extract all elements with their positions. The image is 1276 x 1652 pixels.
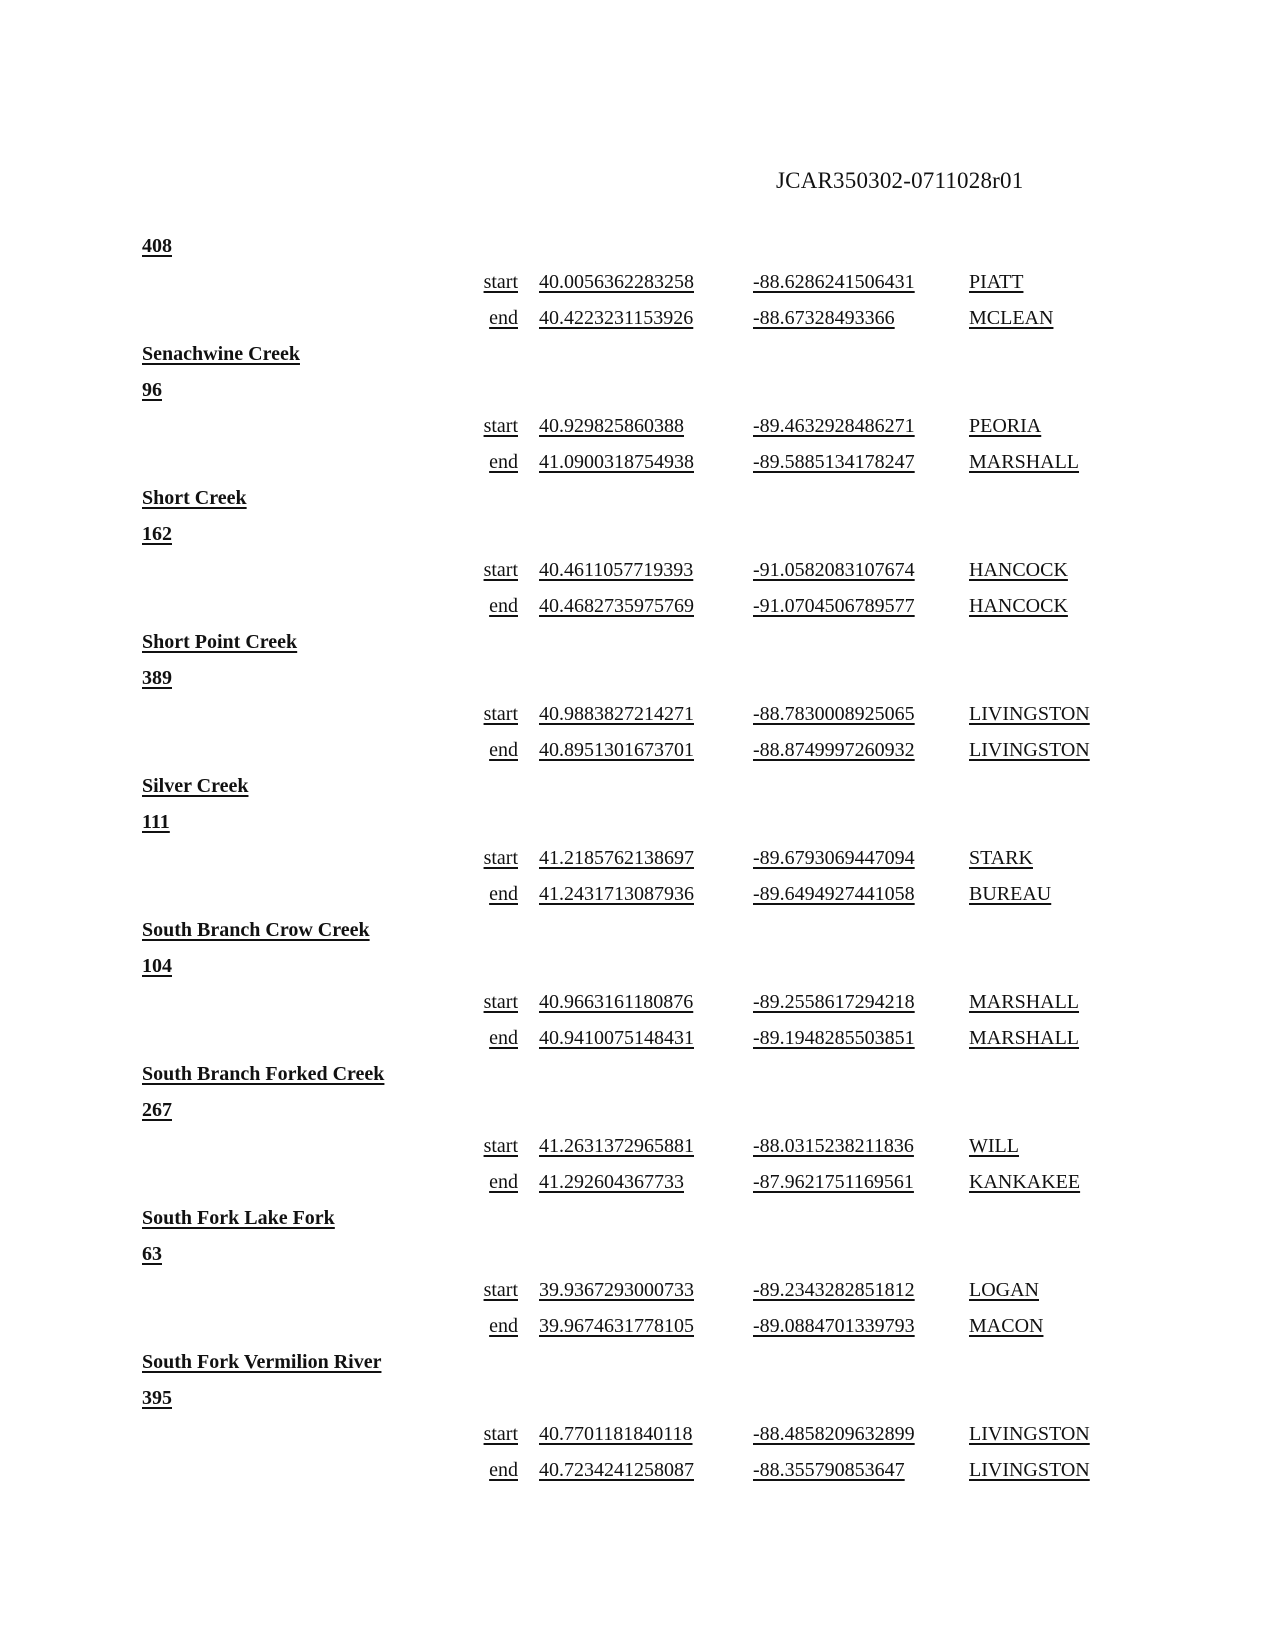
entry-number-line: [142, 948, 1142, 984]
latitude: 41.2631372965881: [539, 1135, 694, 1157]
coordinate-row-end: [142, 1020, 1142, 1056]
stream-name: Short Point Creek: [142, 631, 298, 653]
stream-name-line: [142, 480, 1142, 516]
row-kind: end: [489, 451, 518, 473]
row-kind: end: [489, 595, 518, 617]
entry-number-line: [142, 1092, 1142, 1128]
entry-number-line: [142, 516, 1142, 552]
coordinate-row-end: [142, 732, 1142, 768]
entry-number: 111: [142, 811, 170, 833]
longitude: -89.5885134178247: [753, 451, 915, 473]
entry-number: 104: [142, 955, 172, 977]
county: WILL: [969, 1135, 1019, 1157]
longitude: -89.6494927441058: [753, 883, 915, 905]
coordinate-row-end: [142, 876, 1142, 912]
entry-number-line: [142, 660, 1142, 696]
latitude: 40.8951301673701: [539, 739, 694, 761]
latitude: 41.0900318754938: [539, 451, 694, 473]
latitude: 41.292604367733: [539, 1171, 684, 1193]
coordinate-row-end: [142, 1164, 1142, 1200]
latitude: 40.929825860388: [539, 415, 684, 437]
row-kind: end: [489, 1171, 518, 1193]
latitude: 40.9663161180876: [539, 991, 694, 1013]
row-kind: start: [483, 847, 518, 869]
longitude: -89.2343282851812: [753, 1279, 915, 1301]
row-kind: start: [483, 415, 518, 437]
row-kind: end: [489, 1459, 518, 1481]
county: HANCOCK: [969, 559, 1068, 581]
latitude: 40.7701181840118: [539, 1423, 693, 1445]
entry-number-line: [142, 1380, 1142, 1416]
longitude: -88.4858209632899: [753, 1423, 915, 1445]
entry-number: 96: [142, 379, 162, 401]
coordinate-row-start: [142, 264, 1142, 300]
county: BUREAU: [969, 883, 1052, 905]
coordinate-row-start: [142, 1272, 1142, 1308]
stream-name-line: [142, 768, 1142, 804]
coordinate-row-end: [142, 588, 1142, 624]
latitude: 41.2185762138697: [539, 847, 694, 869]
coordinate-row-start: [142, 840, 1142, 876]
longitude: -88.355790853647: [753, 1459, 905, 1481]
document-id: JCAR350302-0711028r01: [776, 168, 1024, 193]
county: HANCOCK: [969, 595, 1068, 617]
entry-number-line: [142, 1236, 1142, 1272]
stream-name: Senachwine Creek: [142, 343, 300, 365]
county: PEORIA: [969, 415, 1042, 437]
longitude: -89.6793069447094: [753, 847, 915, 869]
county: MACON: [969, 1315, 1044, 1337]
latitude: 40.4223231153926: [539, 307, 694, 329]
county: KANKAKEE: [969, 1171, 1081, 1193]
stream-name: Silver Creek: [142, 775, 249, 797]
coordinate-row-end: [142, 444, 1142, 480]
coordinate-row-start: [142, 1416, 1142, 1452]
latitude: 40.4682735975769: [539, 595, 694, 617]
row-kind: start: [483, 1279, 518, 1301]
county: STARK: [969, 847, 1033, 869]
stream-name: South Branch Crow Creek: [142, 919, 370, 941]
row-kind: end: [489, 1027, 518, 1049]
row-kind: start: [483, 703, 518, 725]
longitude: -91.0582083107674: [753, 559, 915, 581]
stream-segment-list: [142, 228, 1142, 1488]
latitude: 41.2431713087936: [539, 883, 694, 905]
longitude: -89.4632928486271: [753, 415, 915, 437]
entry-number: 408: [142, 235, 172, 257]
longitude: -88.6286241506431: [753, 271, 915, 293]
longitude: -89.1948285503851: [753, 1027, 915, 1049]
entry-number: 395: [142, 1387, 172, 1409]
county: MARSHALL: [969, 991, 1080, 1013]
longitude: -88.8749997260932: [753, 739, 915, 761]
row-kind: start: [483, 271, 518, 293]
longitude: -88.7830008925065: [753, 703, 915, 725]
county: LIVINGSTON: [969, 1423, 1090, 1445]
entry-number: 267: [142, 1099, 172, 1121]
county: LIVINGSTON: [969, 739, 1090, 761]
county: LIVINGSTON: [969, 1459, 1090, 1481]
latitude: 39.9674631778105: [539, 1315, 694, 1337]
stream-name-line: [142, 912, 1142, 948]
entry-number-line: [142, 804, 1142, 840]
coordinate-row-start: [142, 408, 1142, 444]
stream-name-line: [142, 1344, 1142, 1380]
coordinate-row-end: [142, 300, 1142, 336]
coordinate-row-start: [142, 696, 1142, 732]
row-kind: start: [483, 991, 518, 1013]
county: MARSHALL: [969, 451, 1080, 473]
latitude: 40.9410075148431: [539, 1027, 694, 1049]
stream-name-line: [142, 336, 1142, 372]
latitude: 40.9883827214271: [539, 703, 694, 725]
stream-name-line: [142, 624, 1142, 660]
entry-number-line: [142, 372, 1142, 408]
row-kind: end: [489, 739, 518, 761]
county: LIVINGSTON: [969, 703, 1090, 725]
latitude: 40.0056362283258: [539, 271, 694, 293]
longitude: -88.67328493366: [753, 307, 895, 329]
county: LOGAN: [969, 1279, 1039, 1301]
row-kind: start: [483, 1135, 518, 1157]
stream-name: South Fork Vermilion River: [142, 1351, 382, 1373]
entry-number-line: [142, 228, 1142, 264]
longitude: -91.0704506789577: [753, 595, 915, 617]
county: MARSHALL: [969, 1027, 1080, 1049]
longitude: -89.2558617294218: [753, 991, 915, 1013]
coordinate-row-start: [142, 984, 1142, 1020]
longitude: -89.0884701339793: [753, 1315, 915, 1337]
coordinate-row-end: [142, 1452, 1142, 1488]
stream-name-line: [142, 1200, 1142, 1236]
coordinate-row-start: [142, 1128, 1142, 1164]
stream-name: South Fork Lake Fork: [142, 1207, 335, 1229]
longitude: -88.0315238211836: [753, 1135, 914, 1157]
county: PIATT: [969, 271, 1024, 293]
row-kind: start: [483, 559, 518, 581]
row-kind: end: [489, 307, 518, 329]
county: MCLEAN: [969, 307, 1054, 329]
stream-name: Short Creek: [142, 487, 247, 509]
stream-name: South Branch Forked Creek: [142, 1063, 385, 1085]
entry-number: 389: [142, 667, 172, 689]
latitude: 40.4611057719393: [539, 559, 694, 581]
longitude: -87.9621751169561: [753, 1171, 914, 1193]
latitude: 40.7234241258087: [539, 1459, 694, 1481]
row-kind: start: [483, 1423, 518, 1445]
coordinate-row-end: [142, 1308, 1142, 1344]
entry-number: 63: [142, 1243, 162, 1265]
stream-name-line: [142, 1056, 1142, 1092]
coordinate-row-start: [142, 552, 1142, 588]
latitude: 39.9367293000733: [539, 1279, 694, 1301]
row-kind: end: [489, 1315, 518, 1337]
row-kind: end: [489, 883, 518, 905]
entry-number: 162: [142, 523, 172, 545]
